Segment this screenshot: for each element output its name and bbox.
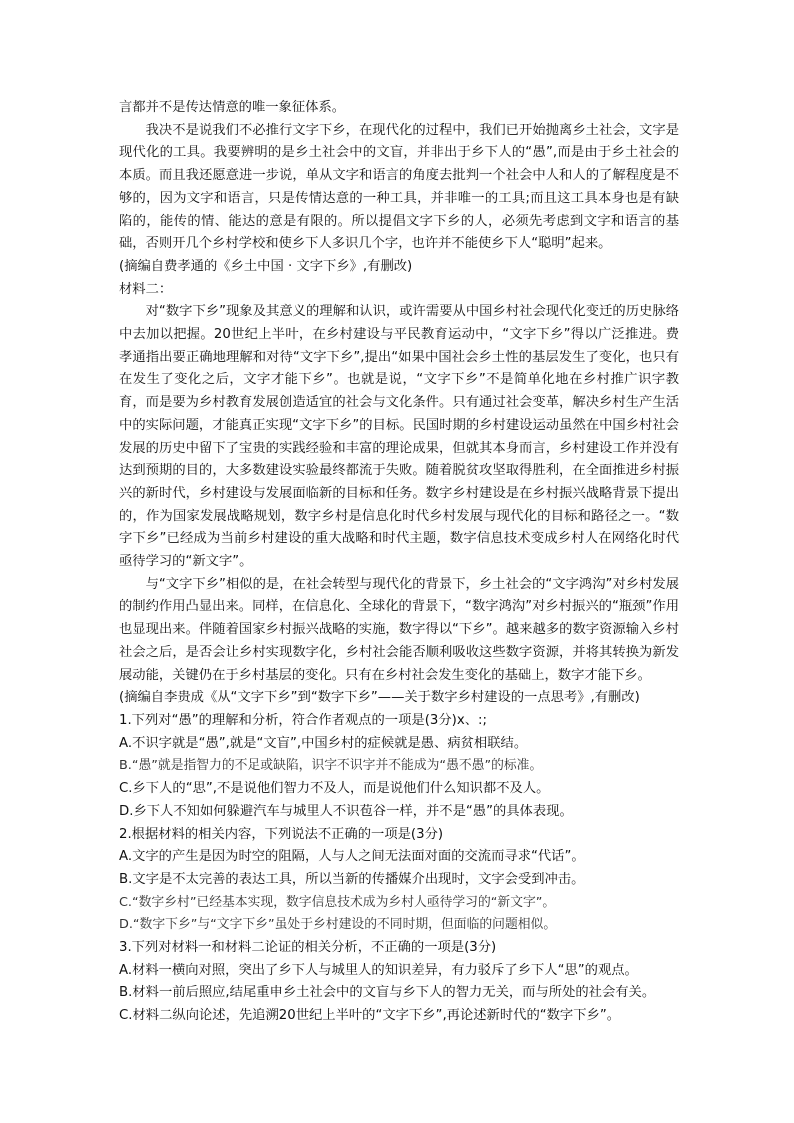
question-3-option-a: A.材料一横向对照，突出了乡下人与城里人的知识差异，有力驳斥了乡下人“思”的观点。 xyxy=(119,962,638,978)
source-citation-2: (摘编自李贵成《从“文字下乡”到“数字下乡”——关于数字乡村建设的一点思考》,有删改) xyxy=(119,690,640,706)
question-3-option-c: C.材料二纵向论述，先追溯20世纪上半叶的“文字下乡”,再论述新时代的“数字下乡”。 xyxy=(119,1008,621,1024)
question-1-option-c: C.乡下人的“思”,不是说他们智力不及人，而是说他们什么知识都不及人。 xyxy=(119,781,550,797)
question-2-option-a: A.文字的产生是因为时空的阻隔，人与人之间无法面对面的交流而寻求“代话”。 xyxy=(119,849,585,865)
passage-paragraph-2: 对“数字下乡”现象及其意义的理解和认识，或许需要从中国乡村社会现代化变迁的历史脉络中去加以把握。20世纪上半叶，在乡村建设与平民教育运动中，“文字下乡”得以广泛推进。费孝通指出要正确地理解和对待“文字下乡”,提出“如果中国社会乡土性的基层发生了变化，也只有在发生了变化之后，文字才能下乡”。也就是说，“文字下乡”不是简单化地在乡村推广识字教育，而是要为乡村教育发展创造适宜的社会与文化条件。只有通过社会变革，解决乡村生产生活中的实际问题，才能真正实现“文字下乡”的目标。民国时期的乡村建设运动虽然在中国乡村社会发展的历史中留下了宝贵的实践经验和丰富的理论成果，但就其本身而言，乡村建设工作并没有达到预期的目的，大多数建设实验最终都流于失败。随着脱贫攻坚取得胜利，在全面推进乡村振兴的新时代，乡村建设与发展面临新的目标和任务。数字乡村建设是在乡村振兴战略背景下提出的，作为国家发展战略规划，数字乡村是信息化时代乡村发展与现代化的目标和路径之一。“数字下乡”已经成为当前乡村建设的重大战略和时代主题，数字信息技术变成乡村人在网络化时代亟待学习的“新文字”。 xyxy=(119,304,679,570)
material-two-label: 材料二： xyxy=(119,281,173,297)
source-citation-1: (摘编自费孝通的《乡土中国 · 文字下乡》,有删改) xyxy=(119,258,413,274)
question-1-stem: 1.下列对“愚”的理解和分析，符合作者观点的一项是(3分)x、:; xyxy=(119,712,487,728)
question-2-option-d: D.“数字下乡”与“文字下乡”虽处于乡村建设的不同时期，但面临的问题相似。 xyxy=(119,917,557,933)
question-1-option-a: A.不识字就是“愚”,就是“文盲”,中国乡村的症候就是愚、病贫相联结。 xyxy=(119,735,528,751)
passage-paragraph-1: 我决不是说我们不必推行文字下乡，在现代化的过程中，我们已开始抛离乡土社会，文字是现代化的工具。我要辨明的是乡土社会中的文盲，并非出于乡下人的“愚”,而是由于乡土社会的本质。而且我还愿意进一步说，单从文字和语言的角度去批判一个社会中人和人的了解程度是不够的，因为文字和语言，只是传情达意的一种工具，并非唯一的工具;而且这工具本身也是有缺陷的，能传的情、能达的意是有限的。所以提倡文字下乡的人，必须先考虑到文字和语言的基础，否则开几个乡村学校和使乡下人多识几个字，也许并不能使乡下人“聪明”起来。 xyxy=(119,122,679,252)
question-3-option-b: B.材料一前后照应,结尾重申乡土社会中的文盲与乡下人的智力无关，而与所处的社会有关。 xyxy=(119,985,656,1001)
question-3-stem: 3.下列对材料一和材料二论证的相关分析，不正确的一项是(3分) xyxy=(119,940,497,956)
question-2-stem: 2.根据材料的相关内容，下列说法不正确的一项是(3分) xyxy=(119,826,444,842)
passage-paragraph-3: 与“文字下乡”相似的是，在社会转型与现代化的背景下，乡土社会的“文字鸿沟”对乡村发展的制约作用凸显出来。同样，在信息化、全球化的背景下，“数字鸿沟”对乡村振兴的“瓶颈”作用也显现出来。伴随着国家乡村振兴战略的实施，数字得以“下乡”。越来越多的数字资源输入乡村社会之后，是否会让乡村实现数字化，乡村社会能否顺利吸收这些数字资源，并将其转换为新发展动能，关键仍在于乡村基层的变化。只有在乡村社会发生变化的基础上，数字才能下乡。 xyxy=(119,576,679,683)
page-content xyxy=(119,97,679,1028)
passage-paragraph-0: 言都并不是传达情意的唯一象征体系。 xyxy=(119,100,346,115)
question-1-option-b: B.“愚”就是指智力的不足或缺陷，识字不识字并不能成为“愚不愚”的标准。 xyxy=(119,758,543,774)
question-2-option-b: B.文字是不太完善的表达工具，所以当新的传播媒介出现时，文字会受到冲击。 xyxy=(119,871,585,887)
question-2-option-c: C.“数字乡村”已经基本实现，数字信息技术成为乡村人亟待学习的“新文字”。 xyxy=(119,894,556,910)
question-1-option-d: D.乡下人不知如何躲避汽车与城里人不识苞谷一样，并不是“愚”的具体表现。 xyxy=(119,803,573,819)
